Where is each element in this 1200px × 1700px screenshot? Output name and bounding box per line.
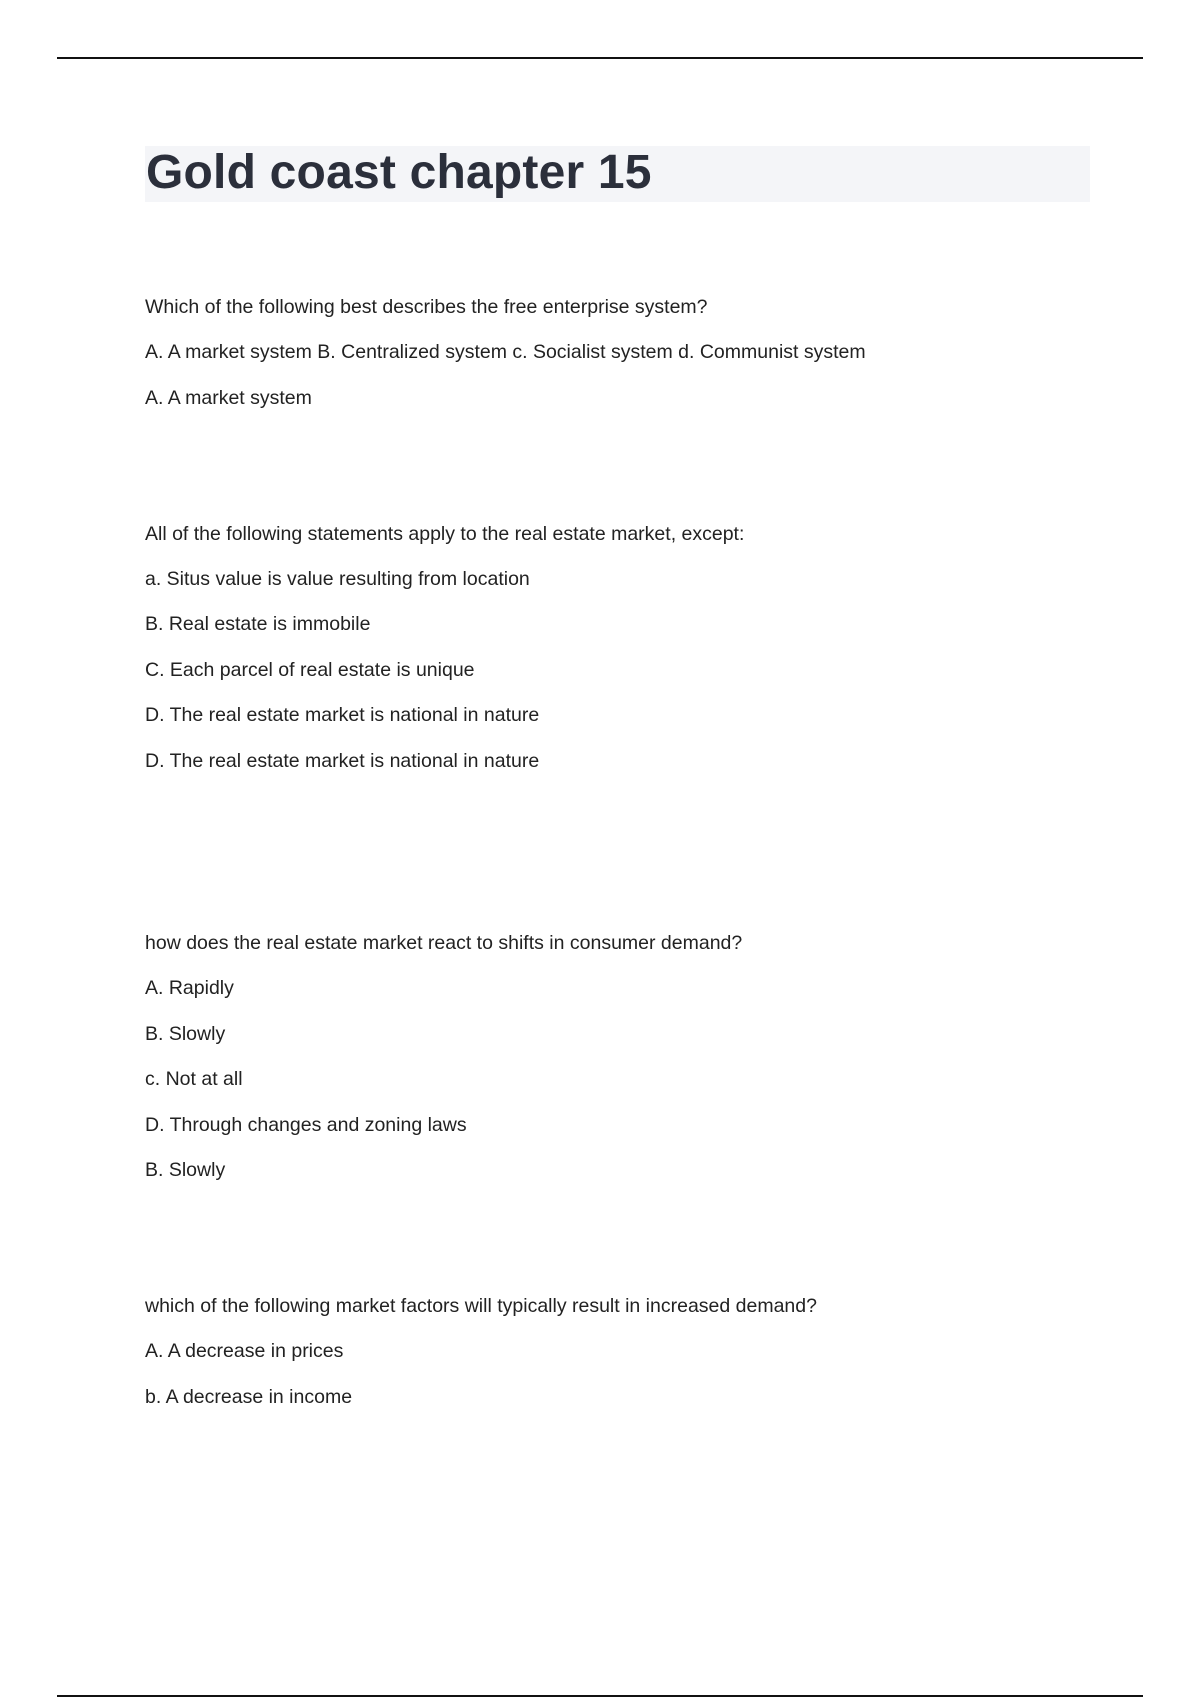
footer-rule bbox=[57, 1695, 1143, 1697]
question-prompt: which of the following market factors will typically result in increased demand? bbox=[145, 1295, 817, 1317]
question-option: C. Each parcel of real estate is unique bbox=[145, 659, 475, 681]
question-option: c. Not at all bbox=[145, 1068, 243, 1090]
header-rule bbox=[57, 57, 1143, 59]
question-option: b. A decrease in income bbox=[145, 1386, 353, 1408]
question-option: B. Slowly bbox=[145, 1023, 226, 1045]
question-answer: A. A market system bbox=[145, 387, 312, 409]
question-option: A. A market system B. Centralized system c. Socialist system d. Communist system bbox=[145, 341, 866, 363]
page-title: Gold coast chapter 15 bbox=[146, 146, 652, 199]
question-option: B. Real estate is immobile bbox=[145, 613, 371, 635]
question-prompt: All of the following statements apply to the real estate market, except: bbox=[145, 523, 745, 545]
question-answer: B. Slowly bbox=[145, 1159, 226, 1181]
question-prompt: Which of the following best describes the free enterprise system? bbox=[145, 296, 708, 318]
question-option: D. Through changes and zoning laws bbox=[145, 1114, 467, 1136]
question-answer: D. The real estate market is national in nature bbox=[145, 750, 540, 772]
question-option: A. Rapidly bbox=[145, 977, 234, 999]
question-prompt: how does the real estate market react to shifts in consumer demand? bbox=[145, 932, 743, 954]
question-option: A. A decrease in prices bbox=[145, 1340, 344, 1362]
question-option: a. Situs value is value resulting from location bbox=[145, 568, 530, 590]
question-option: D. The real estate market is national in nature bbox=[145, 704, 540, 726]
